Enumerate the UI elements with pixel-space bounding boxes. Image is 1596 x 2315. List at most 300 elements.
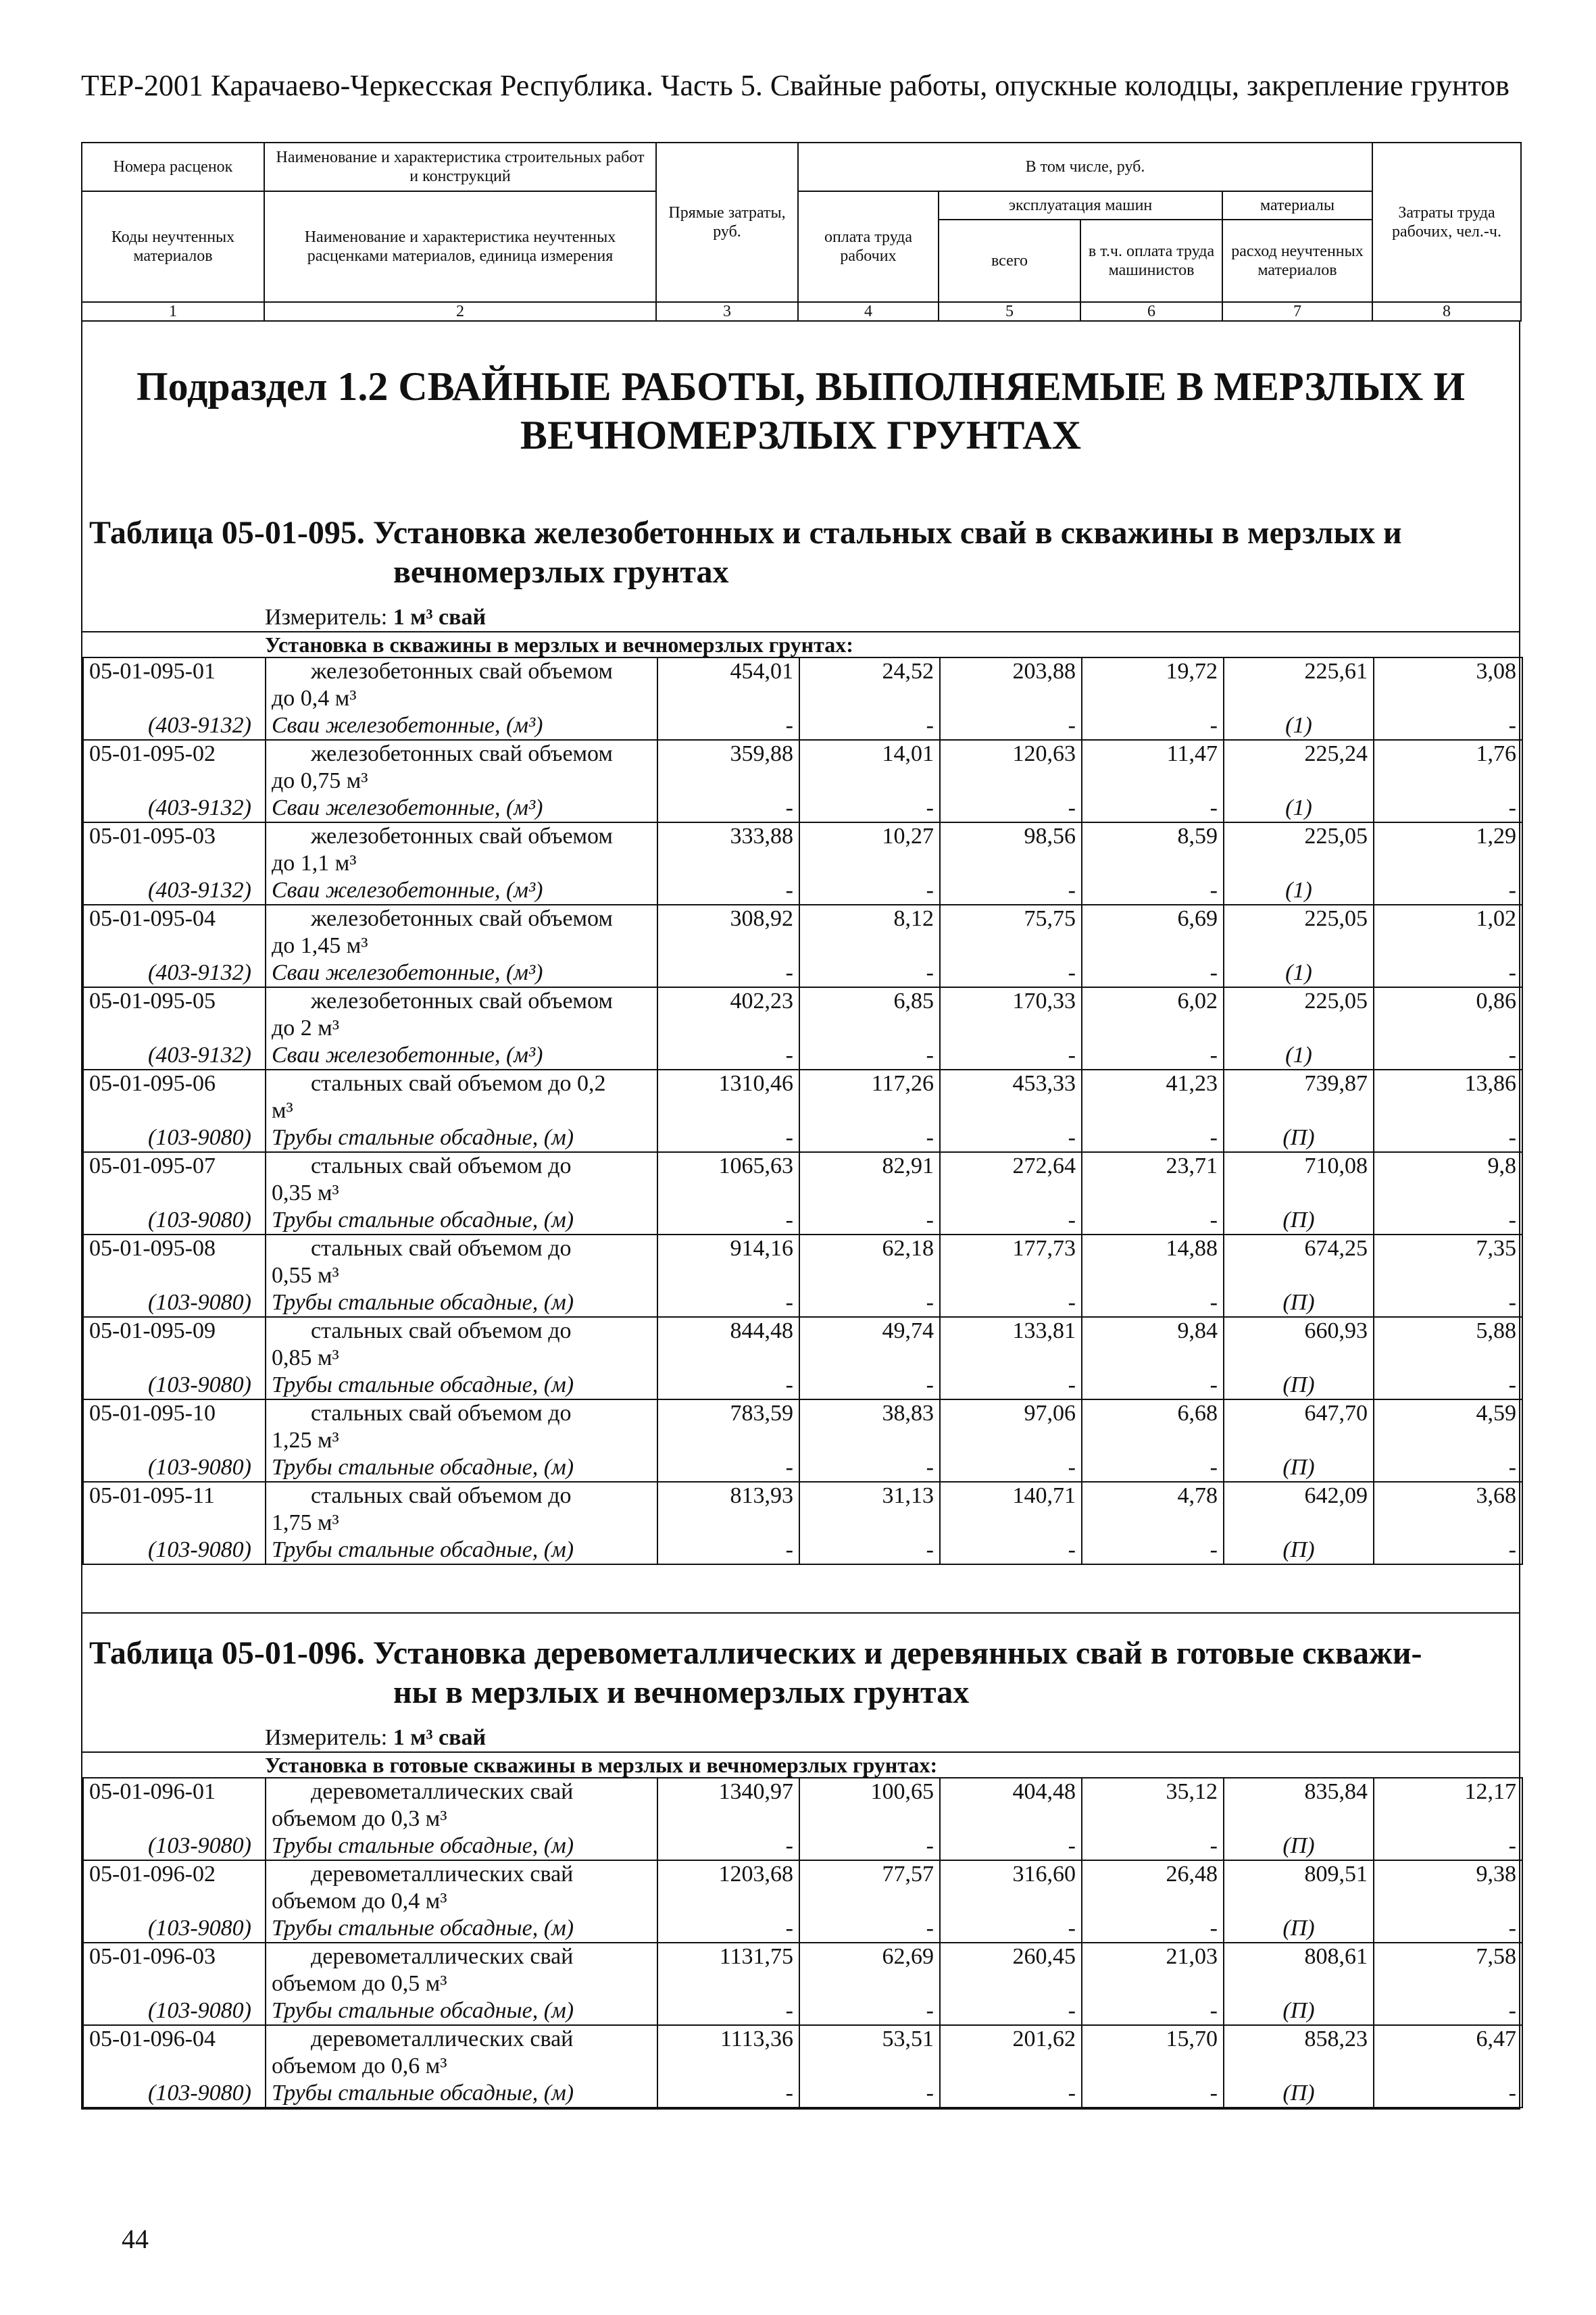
header-direct-costs: Прямые затраты, руб. <box>656 143 798 302</box>
material-code: (103-9080) <box>83 1124 266 1152</box>
value-cell: 404,48 <box>940 1778 1082 1833</box>
value-cell: 1,02 <box>1374 905 1522 960</box>
empty-value: - <box>1374 1537 1522 1564</box>
rate-code: 05-01-095-02 <box>83 740 266 795</box>
resource-row <box>83 1537 1522 1564</box>
value-cell: 809,51 <box>1224 1860 1374 1915</box>
empty-value: - <box>799 2080 940 2108</box>
empty-value: - <box>1374 1454 1522 1482</box>
table-row <box>83 1482 1522 1537</box>
header-machines-total: всего <box>939 220 1080 302</box>
empty-value: - <box>657 1537 799 1564</box>
empty-value: - <box>1374 795 1522 822</box>
rate-description-line1: стальных свай объемом до <box>311 1401 572 1426</box>
rate-description-line2: до 1,45 м³ <box>272 933 368 958</box>
value-cell: 6,47 <box>1374 2025 1522 2080</box>
value-cell: 225,61 <box>1224 657 1374 712</box>
empty-value: - <box>657 877 799 905</box>
empty-value: - <box>1374 1915 1522 1943</box>
rate-description-line1: железобетонных свай объемом <box>311 989 613 1014</box>
rate-description <box>266 2025 657 2080</box>
rate-description <box>266 1317 657 1372</box>
column-number: 1 <box>82 302 264 321</box>
page-number: 44 <box>122 2224 149 2254</box>
material-code: (403-9132) <box>83 877 266 905</box>
material-name: Трубы стальные обсадные, (м) <box>266 2080 657 2108</box>
resource-row <box>83 1289 1522 1317</box>
empty-value: - <box>657 795 799 822</box>
value-cell: 26,48 <box>1082 1860 1224 1915</box>
value-cell: 8,12 <box>799 905 940 960</box>
empty-value: - <box>940 1833 1082 1860</box>
empty-value: - <box>657 1833 799 1860</box>
value-cell: 170,33 <box>940 987 1082 1042</box>
empty-value: - <box>799 877 940 905</box>
rate-description <box>266 1152 657 1207</box>
rate-description <box>266 1860 657 1915</box>
section-title: Подраздел 1.2 СВАЙНЫЕ РАБОТЫ, ВЫПОЛНЯЕМЫЕ В МЕРЗЛЫХ И ВЕЧНОМЕРЗЛЫХ ГРУНТАХ <box>136 364 1465 457</box>
header-materials: материалы <box>1222 191 1372 220</box>
value-cell: 75,75 <box>940 905 1082 960</box>
empty-value: - <box>657 712 799 740</box>
table-095-group: Установка в скважины в мерзлых и вечномерзлых грунтах: <box>82 631 1519 657</box>
value-cell: 9,38 <box>1374 1860 1522 1915</box>
empty-value: - <box>940 1454 1082 1482</box>
empty-value: - <box>799 1289 940 1317</box>
empty-value: - <box>799 795 940 822</box>
empty-value: - <box>1082 1833 1224 1860</box>
resource-row <box>83 1372 1522 1399</box>
value-cell: 0,86 <box>1374 987 1522 1042</box>
empty-value: - <box>799 1833 940 1860</box>
material-consumption: (1) <box>1224 712 1374 740</box>
empty-value: - <box>940 1915 1082 1943</box>
empty-value: - <box>799 1454 940 1482</box>
header-work-name: Наименование и характеристика строительных работ и конструкций <box>264 143 656 191</box>
empty-value: - <box>940 1537 1082 1564</box>
value-cell: 225,05 <box>1224 822 1374 877</box>
rate-description <box>266 657 657 712</box>
rate-description <box>266 987 657 1042</box>
value-cell: 225,05 <box>1224 987 1374 1042</box>
table-095-title-line2: вечномерзлых грунтах <box>393 554 729 590</box>
measure-label: Измеритель: <box>265 1725 393 1750</box>
measure-value: 1 м³ свай <box>393 605 487 630</box>
value-cell: 38,83 <box>799 1399 940 1454</box>
value-cell: 14,88 <box>1082 1235 1224 1289</box>
material-name: Трубы стальные обсадные, (м) <box>266 1454 657 1482</box>
column-number: 5 <box>939 302 1080 321</box>
value-cell: 316,60 <box>940 1860 1082 1915</box>
rate-code: 05-01-096-01 <box>83 1778 266 1833</box>
value-cell: 835,84 <box>1224 1778 1374 1833</box>
empty-value: - <box>657 960 799 987</box>
material-consumption: (П) <box>1224 1207 1374 1235</box>
empty-value: - <box>799 1997 940 2025</box>
material-code: (103-9080) <box>83 1915 266 1943</box>
empty-value: - <box>1374 712 1522 740</box>
header-machinist-pay: в т.ч. оплата труда машинистов <box>1080 220 1222 302</box>
value-cell: 82,91 <box>799 1152 940 1207</box>
value-cell: 21,03 <box>1082 1943 1224 1997</box>
rate-description-line1: железобетонных свай объемом <box>311 741 613 766</box>
column-header-table <box>81 142 1522 322</box>
value-cell: 333,88 <box>657 822 799 877</box>
rate-description-line2: объемом до 0,3 м³ <box>272 1806 447 1831</box>
value-cell: 15,70 <box>1082 2025 1224 2080</box>
rate-description-line2: 1,25 м³ <box>272 1428 339 1453</box>
rate-description-line2: до 0,75 м³ <box>272 768 368 793</box>
value-cell: 77,57 <box>799 1860 940 1915</box>
header-worker-pay: оплата труда рабочих <box>798 191 939 302</box>
empty-value: - <box>940 1289 1082 1317</box>
material-consumption: (П) <box>1224 1454 1374 1482</box>
empty-value: - <box>1082 1207 1224 1235</box>
value-cell: 1131,75 <box>657 1943 799 1997</box>
header-labor-costs: Затраты труда рабочих, чел.-ч. <box>1372 143 1521 302</box>
table-row <box>83 1235 1522 1289</box>
value-cell: 272,64 <box>940 1152 1082 1207</box>
empty-value: - <box>799 1124 940 1152</box>
value-cell: 9,8 <box>1374 1152 1522 1207</box>
value-cell: 225,05 <box>1224 905 1374 960</box>
table-096-group: Установка в готовые скважины в мерзлых и вечномерзлых грунтах: <box>82 1751 1519 1777</box>
rate-description-line2: до 2 м³ <box>272 1016 340 1041</box>
material-code: (403-9132) <box>83 712 266 740</box>
value-cell: 4,78 <box>1082 1482 1224 1537</box>
material-name: Сваи железобетонные, (м³) <box>266 1042 657 1070</box>
document-frame <box>81 142 1520 2110</box>
rate-description-line1: деревометаллических свай <box>311 1779 574 1804</box>
column-number: 3 <box>656 302 798 321</box>
value-cell: 5,88 <box>1374 1317 1522 1372</box>
table-096-title-line1: Таблица 05-01-096. Установка деревометаллических и деревянных свай в готовые скважи- <box>89 1635 1422 1671</box>
empty-value: - <box>940 1372 1082 1399</box>
value-cell: 117,26 <box>799 1070 940 1124</box>
value-cell: 6,68 <box>1082 1399 1224 1454</box>
rate-description <box>266 740 657 795</box>
table-095-title-line1: Таблица 05-01-095. Установка железобетонных и стальных свай в скважины в мерзлых и <box>89 515 1402 551</box>
rate-description-line1: стальных свай объемом до <box>311 1483 572 1508</box>
material-name: Трубы стальные обсадные, (м) <box>266 1997 657 2025</box>
material-code: (403-9132) <box>83 1042 266 1070</box>
empty-value: - <box>1082 712 1224 740</box>
value-cell: 710,08 <box>1224 1152 1374 1207</box>
empty-value: - <box>799 1915 940 1943</box>
material-code: (103-9080) <box>83 1372 266 1399</box>
rate-description-line1: деревометаллических свай <box>311 1944 574 1969</box>
rate-description-line2: 0,55 м³ <box>272 1263 339 1288</box>
value-cell: 260,45 <box>940 1943 1082 1997</box>
value-cell: 783,59 <box>657 1399 799 1454</box>
table-row <box>83 2025 1522 2080</box>
empty-value: - <box>1082 1372 1224 1399</box>
value-cell: 359,88 <box>657 740 799 795</box>
value-cell: 12,17 <box>1374 1778 1522 1833</box>
value-cell: 739,87 <box>1224 1070 1374 1124</box>
value-cell: 201,62 <box>940 2025 1082 2080</box>
column-number: 7 <box>1222 302 1372 321</box>
resource-row <box>83 1207 1522 1235</box>
empty-value: - <box>1374 1372 1522 1399</box>
column-number: 4 <box>798 302 939 321</box>
table-096-title-line2: ны в мерзлых и вечномерзлых грунтах <box>393 1674 970 1710</box>
value-cell: 133,81 <box>940 1317 1082 1372</box>
material-code: (403-9132) <box>83 795 266 822</box>
empty-value: - <box>940 877 1082 905</box>
empty-value: - <box>657 1042 799 1070</box>
table-row <box>83 822 1522 877</box>
rate-code: 05-01-095-11 <box>83 1482 266 1537</box>
page-header: ТЕР-2001 Карачаево-Черкесская Республика. Часть 5. Свайные работы, опускные колодцы, закрепление грунтов <box>81 69 1510 102</box>
resource-row <box>83 795 1522 822</box>
table-row <box>83 1317 1522 1372</box>
empty-value: - <box>657 1372 799 1399</box>
empty-value: - <box>1082 1915 1224 1943</box>
value-cell: 35,12 <box>1082 1778 1224 1833</box>
rate-code: 05-01-096-04 <box>83 2025 266 2080</box>
content-box <box>81 322 1520 2110</box>
rate-description <box>266 1778 657 1833</box>
empty-value: - <box>1374 1289 1522 1317</box>
rate-description <box>266 822 657 877</box>
rate-code: 05-01-095-07 <box>83 1152 266 1207</box>
material-name: Трубы стальные обсадные, (м) <box>266 1124 657 1152</box>
empty-value: - <box>657 1997 799 2025</box>
empty-value: - <box>657 1454 799 1482</box>
empty-value: - <box>657 1915 799 1943</box>
value-cell: 4,59 <box>1374 1399 1522 1454</box>
rate-description-line1: стальных свай объемом до <box>311 1318 572 1343</box>
empty-value: - <box>940 712 1082 740</box>
empty-value: - <box>1374 877 1522 905</box>
column-number: 6 <box>1080 302 1222 321</box>
rate-description-line2: 0,35 м³ <box>272 1180 339 1205</box>
table-row <box>83 987 1522 1042</box>
value-cell: 98,56 <box>940 822 1082 877</box>
material-code: (103-9080) <box>83 1289 266 1317</box>
value-cell: 203,88 <box>940 657 1082 712</box>
rate-description-line2: м³ <box>272 1098 293 1123</box>
empty-value: - <box>940 2080 1082 2108</box>
value-cell: 41,23 <box>1082 1070 1224 1124</box>
resource-row <box>83 1833 1522 1860</box>
material-name: Трубы стальные обсадные, (м) <box>266 1207 657 1235</box>
value-cell: 120,63 <box>940 740 1082 795</box>
rate-description-line1: стальных свай объемом до <box>311 1153 572 1178</box>
empty-value: - <box>799 1372 940 1399</box>
empty-value: - <box>657 1124 799 1152</box>
resource-row <box>83 712 1522 740</box>
rate-description-line2: объемом до 0,6 м³ <box>272 2053 447 2078</box>
value-cell: 858,23 <box>1224 2025 1374 2080</box>
value-cell: 53,51 <box>799 2025 940 2080</box>
header-materials-consumption: расход неучтенных материалов <box>1222 220 1372 302</box>
table-row <box>83 657 1522 712</box>
resource-row <box>83 1997 1522 2025</box>
rate-description-line2: 0,85 м³ <box>272 1345 339 1370</box>
rate-code: 05-01-095-05 <box>83 987 266 1042</box>
empty-value: - <box>1374 1833 1522 1860</box>
value-cell: 844,48 <box>657 1317 799 1372</box>
material-consumption: (1) <box>1224 795 1374 822</box>
empty-value: - <box>657 1207 799 1235</box>
value-cell: 454,01 <box>657 657 799 712</box>
value-cell: 8,59 <box>1082 822 1224 877</box>
value-cell: 6,02 <box>1082 987 1224 1042</box>
material-code: (103-9080) <box>83 1997 266 2025</box>
empty-value: - <box>940 795 1082 822</box>
material-consumption: (П) <box>1224 1997 1374 2025</box>
rate-description-line1: железобетонных свай объемом <box>311 824 613 849</box>
resource-row <box>83 1124 1522 1152</box>
rate-description-line1: деревометаллических свай <box>311 1862 574 1887</box>
table-row <box>83 1070 1522 1124</box>
material-consumption: (П) <box>1224 1372 1374 1399</box>
value-cell: 453,33 <box>940 1070 1082 1124</box>
rate-description <box>266 905 657 960</box>
material-name: Сваи железобетонные, (м³) <box>266 960 657 987</box>
rate-description <box>266 1943 657 1997</box>
value-cell: 1,29 <box>1374 822 1522 877</box>
resource-row <box>83 960 1522 987</box>
empty-value: - <box>940 1207 1082 1235</box>
header-including: В том числе, руб. <box>798 143 1372 191</box>
value-cell: 6,85 <box>799 987 940 1042</box>
material-consumption: (П) <box>1224 1915 1374 1943</box>
value-cell: 11,47 <box>1082 740 1224 795</box>
value-cell: 3,68 <box>1374 1482 1522 1537</box>
rate-code: 05-01-095-09 <box>83 1317 266 1372</box>
material-code: (103-9080) <box>83 1537 266 1564</box>
value-cell: 23,71 <box>1082 1152 1224 1207</box>
empty-value: - <box>1082 1454 1224 1482</box>
material-name: Трубы стальные обсадные, (м) <box>266 1833 657 1860</box>
rate-description-line2: объемом до 0,5 м³ <box>272 1971 447 1996</box>
material-name: Трубы стальные обсадные, (м) <box>266 1537 657 1564</box>
value-cell: 1065,63 <box>657 1152 799 1207</box>
rate-description <box>266 1399 657 1454</box>
header-material-names: Наименование и характеристика неучтенных расценками материалов, единица измерения <box>264 191 656 302</box>
rate-code: 05-01-096-02 <box>83 1860 266 1915</box>
value-cell: 6,69 <box>1082 905 1224 960</box>
value-cell: 19,72 <box>1082 657 1224 712</box>
material-consumption: (1) <box>1224 877 1374 905</box>
value-cell: 308,92 <box>657 905 799 960</box>
value-cell: 62,18 <box>799 1235 940 1289</box>
table-row <box>83 905 1522 960</box>
empty-value: - <box>940 1124 1082 1152</box>
value-cell: 647,70 <box>1224 1399 1374 1454</box>
table-row <box>83 1778 1522 1833</box>
value-cell: 1310,46 <box>657 1070 799 1124</box>
header-machines: эксплуатация машин <box>939 191 1222 220</box>
value-cell: 813,93 <box>657 1482 799 1537</box>
empty-value: - <box>657 1289 799 1317</box>
material-name: Трубы стальные обсадные, (м) <box>266 1372 657 1399</box>
measure-label: Измеритель: <box>265 605 393 630</box>
table-096-measure <box>82 1712 1519 1751</box>
empty-value: - <box>1374 2080 1522 2108</box>
empty-value: - <box>1082 1042 1224 1070</box>
empty-value: - <box>799 1042 940 1070</box>
material-code: (103-9080) <box>83 1207 266 1235</box>
empty-value: - <box>1082 960 1224 987</box>
measure-value: 1 м³ свай <box>393 1725 487 1750</box>
table-095-title <box>82 493 1519 592</box>
material-name: Сваи железобетонные, (м³) <box>266 877 657 905</box>
rate-description-line1: стальных свай объемом до <box>311 1236 572 1261</box>
value-cell: 62,69 <box>799 1943 940 1997</box>
empty-value: - <box>1374 1042 1522 1070</box>
material-consumption: (П) <box>1224 2080 1374 2108</box>
empty-value: - <box>940 960 1082 987</box>
rate-description-line1: железобетонных свай объемом <box>311 659 613 684</box>
table-095-measure <box>82 592 1519 631</box>
rate-code: 05-01-095-10 <box>83 1399 266 1454</box>
table-row <box>83 1152 1522 1207</box>
empty-value: - <box>940 1997 1082 2025</box>
value-cell: 3,08 <box>1374 657 1522 712</box>
empty-value: - <box>1374 1997 1522 2025</box>
material-code: (403-9132) <box>83 960 266 987</box>
rate-code: 05-01-095-03 <box>83 822 266 877</box>
column-number: 2 <box>264 302 656 321</box>
material-name: Сваи железобетонные, (м³) <box>266 795 657 822</box>
empty-value: - <box>799 1207 940 1235</box>
column-number: 8 <box>1372 302 1521 321</box>
rate-code: 05-01-095-08 <box>83 1235 266 1289</box>
material-code: (103-9080) <box>83 1833 266 1860</box>
material-consumption: (П) <box>1224 1124 1374 1152</box>
empty-value: - <box>1082 1537 1224 1564</box>
value-cell: 642,09 <box>1224 1482 1374 1537</box>
rate-description-line2: 1,75 м³ <box>272 1510 339 1535</box>
rate-description <box>266 1235 657 1289</box>
value-cell: 1,76 <box>1374 740 1522 795</box>
rate-description-line2: объемом до 0,4 м³ <box>272 1889 447 1914</box>
rate-description <box>266 1070 657 1124</box>
value-cell: 177,73 <box>940 1235 1082 1289</box>
empty-value: - <box>799 1537 940 1564</box>
rate-code: 05-01-096-03 <box>83 1943 266 1997</box>
material-consumption: (П) <box>1224 1537 1374 1564</box>
material-consumption: (1) <box>1224 1042 1374 1070</box>
empty-value: - <box>1082 795 1224 822</box>
empty-value: - <box>1374 1207 1522 1235</box>
material-consumption: (П) <box>1224 1289 1374 1317</box>
value-cell: 9,84 <box>1082 1317 1224 1372</box>
resource-row <box>83 2080 1522 2108</box>
resource-row <box>83 1454 1522 1482</box>
material-name: Трубы стальные обсадные, (м) <box>266 1915 657 1943</box>
value-cell: 1113,36 <box>657 2025 799 2080</box>
table-096-title <box>82 1612 1519 1712</box>
value-cell: 1340,97 <box>657 1778 799 1833</box>
table-096-body <box>82 1777 1523 2108</box>
value-cell: 7,58 <box>1374 1943 1522 1997</box>
value-cell: 660,93 <box>1224 1317 1374 1372</box>
value-cell: 674,25 <box>1224 1235 1374 1289</box>
empty-value: - <box>1082 1289 1224 1317</box>
value-cell: 225,24 <box>1224 740 1374 795</box>
value-cell: 7,35 <box>1374 1235 1522 1289</box>
rate-description-line1: деревометаллических свай <box>311 2026 574 2051</box>
resource-row <box>83 1042 1522 1070</box>
resource-row <box>83 877 1522 905</box>
rate-code: 05-01-095-06 <box>83 1070 266 1124</box>
value-cell: 914,16 <box>657 1235 799 1289</box>
